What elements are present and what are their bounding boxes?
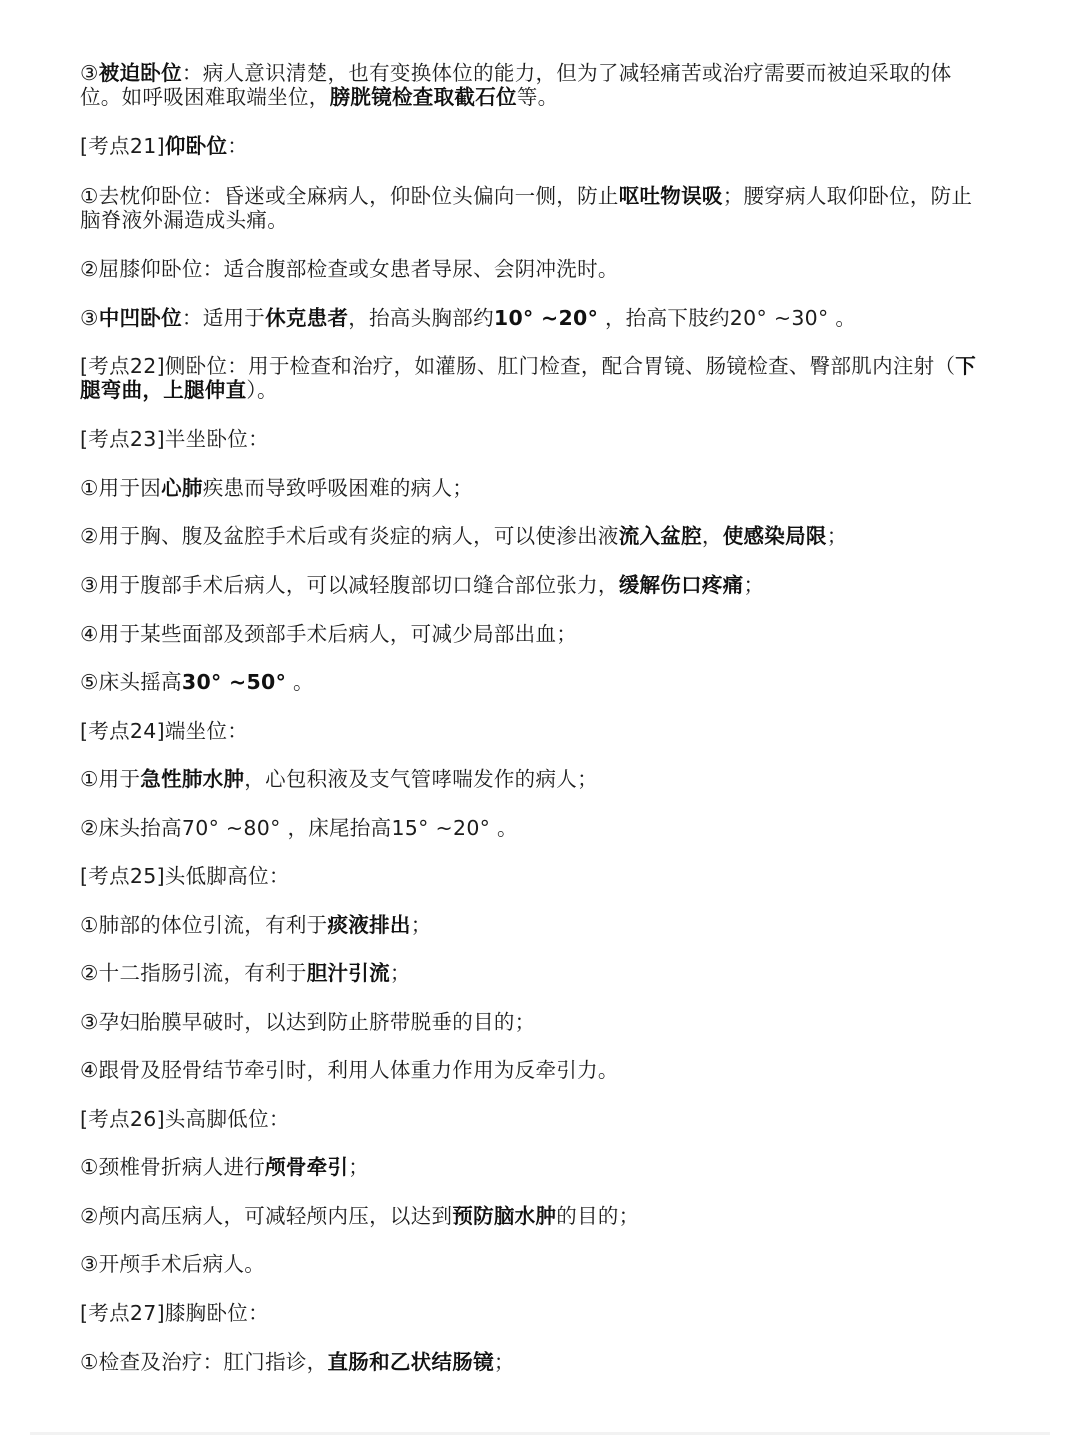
- text-run: ：: [227, 134, 249, 158]
- text-run: ；: [743, 573, 765, 597]
- text-run: ④用于某些面部及颈部手术后病人，可减少局部出血；: [80, 622, 578, 646]
- text-run: ②颅内高压病人，可减轻颅内压，以达到: [80, 1204, 453, 1228]
- text-run: ，抬高头胸部约: [348, 306, 494, 330]
- text-run: ；: [493, 1350, 515, 1374]
- text-run: ；: [348, 1155, 370, 1179]
- text-run: ①去枕仰卧位：昏迷或全麻病人，仰卧位头偏向一侧，防止: [80, 184, 619, 208]
- text-run: ，: [701, 524, 723, 548]
- paragraph-shock-position: [80, 306, 990, 330]
- bold-text: 30° ~50°: [181, 670, 287, 694]
- list-item: [80, 913, 990, 937]
- text-run: [考点25]头低脚高位：: [80, 864, 290, 888]
- list-item: [80, 1204, 990, 1228]
- list-item: [80, 767, 990, 791]
- list-item: [80, 622, 990, 646]
- text-run: 。: [286, 670, 314, 694]
- text-run: 等。: [516, 85, 559, 109]
- heading-sitting-position: [80, 719, 990, 743]
- text-run: 的目的；: [556, 1204, 640, 1228]
- text-run: [考点26]头高脚低位：: [80, 1107, 290, 1131]
- heading-supine-position: [80, 134, 990, 158]
- text-run: ②屈膝仰卧位：适合腹部检查或女患者导尿、会阴冲洗时。: [80, 257, 619, 281]
- text-run: ；: [389, 961, 411, 985]
- text-run: ①检查及治疗：肛门指诊，: [80, 1350, 328, 1374]
- list-item: [80, 1155, 990, 1179]
- heading-semi-fowler: [80, 427, 990, 451]
- bold-text: 休克患者: [265, 306, 349, 330]
- text-run: [考点27]膝胸卧位：: [80, 1301, 269, 1325]
- bottom-divider: [30, 1432, 1050, 1435]
- text-run: ：病人意识清楚，也有变换体位的能力，但为了减轻痛苦或治疗需要而被迫采取的体位。如呼吸困难取端坐位，: [80, 61, 952, 109]
- list-item: [80, 1252, 990, 1276]
- heading-knee-chest: [80, 1301, 990, 1325]
- list-item: [80, 670, 990, 694]
- text-run: ③: [80, 306, 99, 330]
- text-run: ；腰穿病人取仰卧位，防止脑脊液外漏造成头痛。: [80, 184, 973, 232]
- paragraph-knee-flexed-supine: [80, 257, 990, 281]
- text-run: ①颈椎骨折病人进行: [80, 1155, 266, 1179]
- text-run: ，心包积液及支气管哮喘发作的病人；: [244, 767, 598, 791]
- bold-text: 预防脑水肿: [452, 1204, 557, 1228]
- text-run: ，抬高下肢约20° ~30° 。: [598, 306, 857, 330]
- list-item: [80, 961, 990, 985]
- bold-text: 呕吐物误吸: [618, 184, 723, 208]
- text-run: ①用于因: [80, 476, 162, 500]
- text-run: [考点24]端坐位：: [80, 719, 249, 743]
- bold-text: 颅骨牵引: [265, 1155, 349, 1179]
- text-run: ③用于腹部手术后病人，可以减轻腹部切口缝合部位张力，: [80, 573, 619, 597]
- bold-text: 仰卧位: [164, 134, 228, 158]
- paragraph-forced-position: [80, 61, 990, 109]
- text-run: ①用于: [80, 767, 141, 791]
- bold-text: 流入盆腔: [618, 524, 702, 548]
- list-item: [80, 1058, 990, 1082]
- text-run: [考点23]半坐卧位：: [80, 427, 269, 451]
- bold-text: 使感染局限: [722, 524, 827, 548]
- bold-text: 10° ~20°: [493, 306, 599, 330]
- list-item: [80, 1350, 990, 1374]
- text-run: ：适用于: [181, 306, 266, 330]
- text-run: [考点21]: [80, 134, 165, 158]
- list-item: [80, 816, 990, 840]
- text-run: ③孕妇胎膜早破时，以达到防止脐带脱垂的目的；: [80, 1010, 536, 1034]
- bold-text: 膀胱镜检查取截石位: [329, 85, 517, 109]
- text-run: ；: [410, 913, 432, 937]
- text-run: 疾患而导致呼吸困难的病人；: [202, 476, 474, 500]
- text-run: ）。: [246, 378, 278, 402]
- paragraph-lateral-position: [80, 354, 990, 402]
- bold-text: 急性肺水肿: [140, 767, 245, 791]
- text-run: ⑤床头摇高: [80, 670, 182, 694]
- bold-text: 中凹卧位: [98, 306, 182, 330]
- text-run: ②十二指肠引流，有利于: [80, 961, 307, 985]
- bold-text: 被迫卧位: [98, 61, 182, 85]
- text-run: ③开颅手术后病人。: [80, 1252, 266, 1276]
- bold-text: 缓解伤口疼痛: [618, 573, 744, 597]
- heading-trendelenburg: [80, 864, 990, 888]
- heading-reverse-trendelenburg: [80, 1107, 990, 1131]
- text-run: ②床头抬高70° ~80° ，床尾抬高15° ~20° 。: [80, 816, 518, 840]
- text-run: [考点22]侧卧位：用于检查和治疗，如灌肠、肛门检查，配合胃镜、肠镜检查、臀部肌内注射（: [80, 354, 956, 378]
- text-run: ③: [80, 61, 99, 85]
- text-run: ①肺部的体位引流，有利于: [80, 913, 328, 937]
- paragraph-pillowless-supine: [80, 184, 990, 232]
- list-item: [80, 524, 990, 548]
- text-run: ④跟骨及胫骨结节牵引时，利用人体重力作用为反牵引力。: [80, 1058, 619, 1082]
- bold-text: 胆汁引流: [306, 961, 390, 985]
- bold-text: 下腿弯曲，上腿伸直: [80, 354, 977, 402]
- list-item: [80, 1010, 990, 1034]
- list-item: [80, 476, 990, 500]
- text-run: ②用于胸、腹及盆腔手术后或有炎症的病人，可以使渗出液: [80, 524, 619, 548]
- list-item: [80, 573, 990, 597]
- bold-text: 直肠和乙状结肠镜: [327, 1350, 494, 1374]
- text-run: ；: [826, 524, 848, 548]
- bold-text: 痰液排出: [327, 913, 411, 937]
- bold-text: 心肺: [161, 476, 203, 500]
